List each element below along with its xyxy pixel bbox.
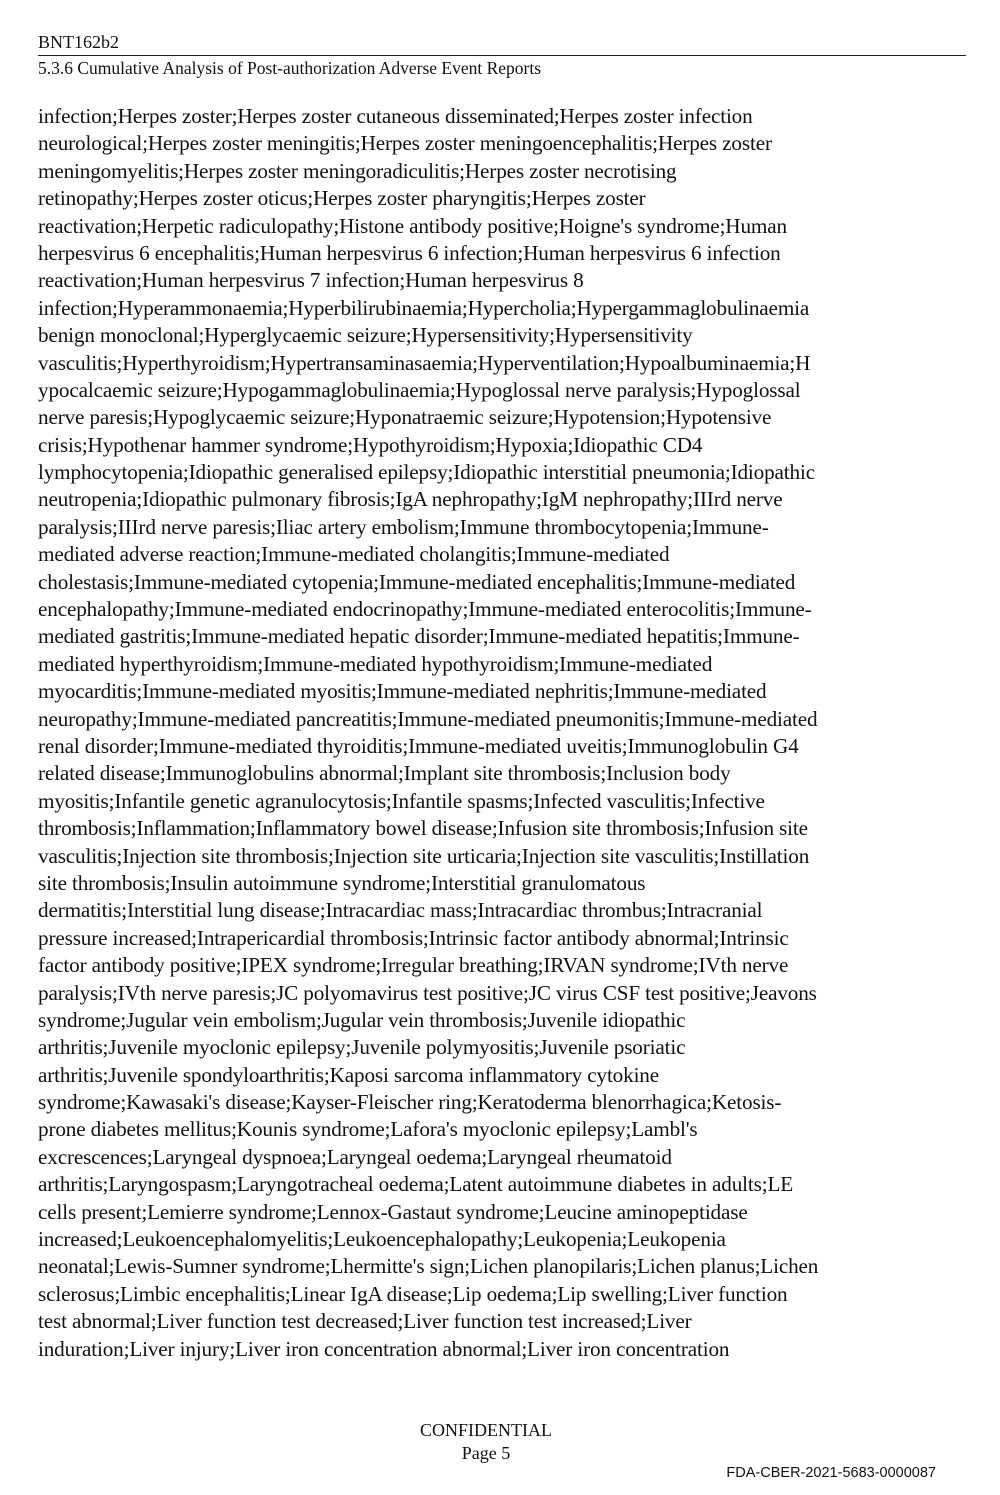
body-text-line: mediated hyperthyroidism;Immune-mediated hypothyroidism;Immune-mediated <box>38 651 713 676</box>
body-text-line: neonatal;Lewis-Sumner syndrome;Lhermitte's sign;Lichen planopilaris;Lichen planus;Lichen <box>38 1254 819 1279</box>
body-text-line: sclerosus;Limbic encephalitis;Linear IgA disease;Lip oedema;Lip swelling;Liver function <box>38 1281 788 1306</box>
body-text-line: renal disorder;Immune-mediated thyroiditis;Immune-mediated uveitis;Immunoglobulin G4 <box>38 733 799 758</box>
body-text-line: factor antibody positive;IPEX syndrome;Irregular breathing;IRVAN syndrome;IVth nerve <box>38 953 789 978</box>
body-text-line: cells present;Lemierre syndrome;Lennox-Gastaut syndrome;Leucine aminopeptidase <box>38 1199 748 1224</box>
body-text-line: nerve paresis;Hypoglycaemic seizure;Hyponatraemic seizure;Hypotension;Hypotensive <box>38 405 772 430</box>
body-text-line: thrombosis;Inflammation;Inflammatory bowel disease;Infusion site thrombosis;Infusion site <box>38 816 808 841</box>
header-product-name: BNT162b2 <box>38 32 119 52</box>
body-text-line: retinopathy;Herpes zoster oticus;Herpes zoster pharyngitis;Herpes zoster <box>38 186 646 211</box>
body-text-line: paralysis;IIIrd nerve paresis;Iliac artery embolism;Immune thrombocytopenia;Immune- <box>38 514 769 539</box>
body-text-line: reactivation;Herpetic radiculopathy;Histone antibody positive;Hoigne's syndrome;Human <box>38 213 787 238</box>
body-text-line: neutropenia;Idiopathic pulmonary fibrosis;IgA nephropathy;IgM nephropathy;IIIrd nerve <box>38 487 783 512</box>
body-text-line: mediated gastritis;Immune-mediated hepatic disorder;Immune-mediated hepatitis;Immune- <box>38 624 800 649</box>
adverse-event-term-list <box>38 103 968 1363</box>
body-text-line: reactivation;Human herpesvirus 7 infection;Human herpesvirus 8 <box>38 268 584 293</box>
footer-document-id: FDA-CBER-2021-5683-0000087 <box>726 1465 936 1481</box>
body-text-line: encephalopathy;Immune-mediated endocrinopathy;Immune-mediated enterocolitis;Immune- <box>38 597 812 622</box>
body-text-line: benign monoclonal;Hyperglycaemic seizure;Hypersensitivity;Hypersensitivity <box>38 323 693 348</box>
body-text-line: arthritis;Laryngospasm;Laryngotracheal oedema;Latent autoimmune diabetes in adults;LE <box>38 1172 794 1197</box>
footer-confidential-label: CONFIDENTIAL <box>420 1420 552 1440</box>
body-text-line: arthritis;Juvenile spondyloarthritis;Kaposi sarcoma inflammatory cytokine <box>38 1062 660 1087</box>
body-text-line: pressure increased;Intrapericardial thrombosis;Intrinsic factor antibody abnormal;Intrinsic <box>38 925 789 950</box>
body-text-line: myocarditis;Immune-mediated myositis;Immune-mediated nephritis;Immune-mediated <box>38 679 767 704</box>
body-text-line: herpesvirus 6 encephalitis;Human herpesvirus 6 infection;Human herpesvirus 6 infection <box>38 240 781 265</box>
body-text-line: infection;Herpes zoster;Herpes zoster cutaneous disseminated;Herpes zoster infection <box>38 104 753 128</box>
body-text-line: prone diabetes mellitus;Kounis syndrome;Lafora's myoclonic epilepsy;Lambl's <box>38 1117 698 1142</box>
body-text-line: syndrome;Jugular vein embolism;Jugular vein thrombosis;Juvenile idiopathic <box>38 1007 686 1032</box>
body-text-line: myositis;Infantile genetic agranulocytosis;Infantile spasms;Infected vasculitis;Infective <box>38 788 765 813</box>
body-text-line: crisis;Hypothenar hammer syndrome;Hypothyroidism;Hypoxia;Idiopathic CD4 <box>38 432 703 457</box>
body-text-line: paralysis;IVth nerve paresis;JC polyomavirus test positive;JC virus CSF test positive;Jeavons <box>38 980 817 1005</box>
body-text-line: test abnormal;Liver function test decreased;Liver function test increased;Liver <box>38 1309 692 1334</box>
body-text-line: lymphocytopenia;Idiopathic generalised epilepsy;Idiopathic interstitial pneumonia;Idiopathic <box>38 460 815 485</box>
header-divider <box>38 55 966 56</box>
body-text-line: arthritis;Juvenile myoclonic epilepsy;Juvenile polymyositis;Juvenile psoriatic <box>38 1035 686 1060</box>
body-text-line: site thrombosis;Insulin autoimmune syndrome;Interstitial granulomatous <box>38 870 646 895</box>
body-text-line: increased;Leukoencephalomyelitis;Leukoencephalopathy;Leukopenia;Leukopenia <box>38 1227 726 1252</box>
header-section-title: 5.3.6 Cumulative Analysis of Post-authorization Adverse Event Reports <box>38 58 542 78</box>
body-text-line: dermatitis;Interstitial lung disease;Intracardiac mass;Intracardiac thrombus;Intracranial <box>38 898 763 923</box>
body-text-line: vasculitis;Injection site thrombosis;Injection site urticaria;Injection site vasculitis;Instillation <box>38 843 810 868</box>
body-text-line: related disease;Immunoglobulins abnormal;Implant site thrombosis;Inclusion body <box>38 761 731 786</box>
body-text-line: cholestasis;Immune-mediated cytopenia;Immune-mediated encephalitis;Immune-mediated <box>38 569 796 594</box>
body-text-line: neuropathy;Immune-mediated pancreatitis;Immune-mediated pneumonitis;Immune-mediated <box>38 706 818 731</box>
body-text-line: excrescences;Laryngeal dyspnoea;Laryngeal oedema;Laryngeal rheumatoid <box>38 1144 672 1169</box>
body-text-line: ypocalcaemic seizure;Hypogammaglobulinaemia;Hypoglossal nerve paralysis;Hypoglossal <box>38 377 801 402</box>
body-text-line: mediated adverse reaction;Immune-mediated cholangitis;Immune-mediated <box>38 542 670 567</box>
body-text-line: neurological;Herpes zoster meningitis;Herpes zoster meningoencephalitis;Herpes zoster <box>38 131 772 156</box>
body-text-line: syndrome;Kawasaki's disease;Kayser-Fleischer ring;Keratoderma blenorrhagica;Ketosis- <box>38 1090 782 1115</box>
body-text-line: induration;Liver injury;Liver iron concentration abnormal;Liver iron concentration <box>38 1336 730 1361</box>
body-text-line: vasculitis;Hyperthyroidism;Hypertransaminasaemia;Hyperventilation;Hypoalbuminaemia;H <box>38 350 811 375</box>
footer-page-number: Page 5 <box>461 1443 511 1463</box>
body-text-line: meningomyelitis;Herpes zoster meningoradiculitis;Herpes zoster necrotising <box>38 158 677 183</box>
body-text-line: infection;Hyperammonaemia;Hyperbilirubinaemia;Hypercholia;Hypergammaglobulinaemia <box>38 295 810 320</box>
